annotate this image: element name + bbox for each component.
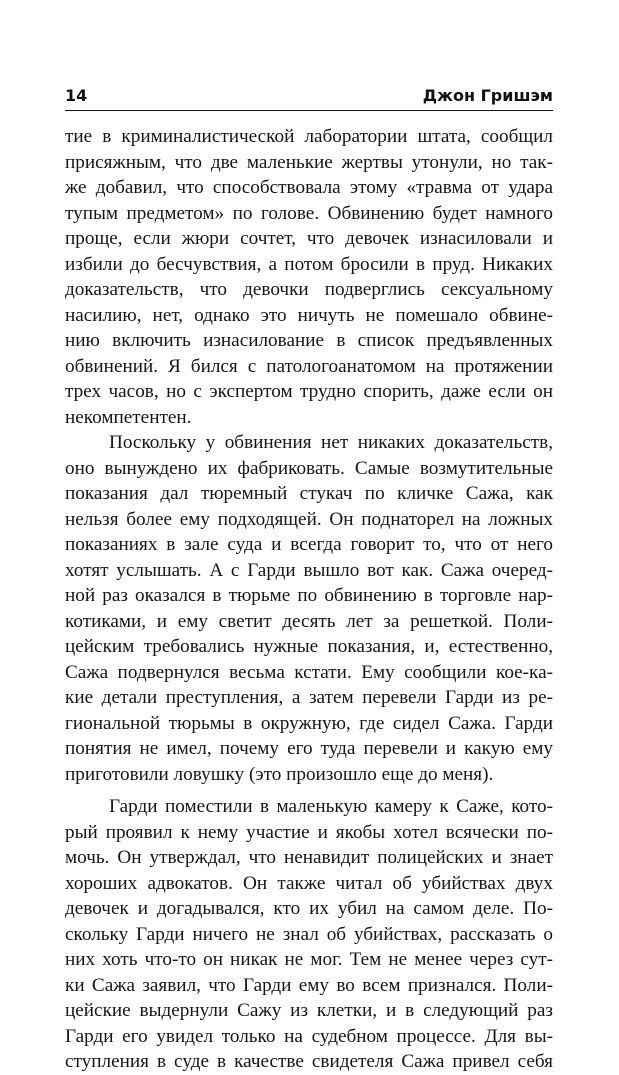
text-line: обвинений. Я бился с патологоанатомом на протяжении	[65, 355, 553, 377]
text-line: избили до бесчувствия, а потом бросили в пруд. Никаких	[65, 253, 553, 275]
text-line: кие детали преступления, а затем перевели Гарди из ре-	[65, 687, 553, 708]
text-line: ступления в суде в качестве свидетеля Сажа привел себя	[65, 1051, 553, 1072]
text-line: некомпетентен.	[65, 406, 192, 428]
text-line: присяжным, что две маленькие жертвы утонули, но так-	[65, 151, 553, 173]
body-text	[65, 124, 553, 1075]
running-head-author: Джон Гришэм	[422, 86, 553, 105]
text-line: Гарди его увидел только на судебном процессе. Для вы-	[65, 1025, 553, 1047]
text-line: нию включить изнасилование в список предъявленных	[65, 330, 553, 351]
text-line: хотят услышать. А с Гарди вышло вот как. Сажа очеред-	[65, 559, 553, 581]
text-line: оно вынуждено их фабриковать. Самые возмутительные	[65, 457, 553, 479]
paragraph	[65, 124, 553, 430]
text-line: Поскольку у обвинения нет никаких доказательств,	[109, 432, 553, 453]
text-line: показаниях в зале суда и всегда говорит то, что от него	[65, 534, 553, 555]
text-line: трех часов, но с экспертом трудно спорить, даже если он	[65, 381, 553, 402]
text-line: показания дал тюремный стукач по кличке Сажа, как	[65, 483, 553, 504]
text-line: Гарди поместили в маленькую камеру к Саже, кото-	[109, 796, 553, 817]
text-line: тие в криминалистической лаборатории штата, сообщил	[65, 126, 553, 147]
text-line: нельзя более ему подходящей. Он поднаторел на ложных	[65, 508, 553, 530]
text-line: девочек и догадывался, кто их убил на самом деле. По-	[65, 898, 553, 919]
text-line: насилию, нет, однако это ничуть не помешало обвине-	[65, 304, 553, 326]
paragraph	[65, 794, 553, 1075]
text-line: скольку Гарди ничего не знал об убийствах, рассказать о	[65, 923, 553, 945]
text-line: цейские выдернули Сажу из клетки, и в следующий раз	[65, 1000, 553, 1021]
text-line: ки Сажа заявил, что Гарди ему во всем признался. Поли-	[65, 974, 553, 996]
text-line: мочь. Он утверждал, что ненавидит полицейских и знает	[65, 847, 553, 868]
text-line: котиками, и ему светит десять лет за решеткой. Поли-	[65, 610, 553, 632]
text-line: проще, если жюри сочтет, что девочек изнасиловали и	[65, 228, 553, 249]
running-head	[65, 84, 553, 106]
text-line: же добавил, что способствовала этому «травма от удара	[65, 177, 553, 198]
header-rule	[65, 110, 553, 111]
text-line: ной раз оказался в тюрьме по обвинению в торговле нар-	[65, 585, 553, 606]
text-line: них хоть что-то он никак не мог. Тем не менее через сут-	[65, 949, 553, 970]
text-line: хороших адвокатов. Он также читал об убийствах двух	[65, 872, 553, 894]
text-line: гиональной тюрьмы в окружную, где сидел Сажа. Гарди	[65, 712, 553, 734]
text-line: понятия не имел, почему его туда перевели и какую ему	[65, 738, 553, 759]
paragraph	[65, 430, 553, 787]
text-line: рый проявил к нему участие и якобы хотел всячески по-	[65, 821, 553, 843]
page-number: 14	[65, 86, 88, 105]
paragraph-gap	[65, 787, 553, 794]
text-line: доказательств, что девочки подверглись сексуальному	[65, 279, 553, 300]
text-line: Сажа подвернулся весьма кстати. Ему сообщили кое-ка-	[65, 661, 553, 683]
text-line: цейским требовались нужные показания, и, естественно,	[65, 636, 553, 657]
text-line: тупым предметом» по голове. Обвинению будет намного	[65, 202, 553, 224]
text-line: приготовили ловушку (это произошло еще до меня).	[65, 763, 494, 785]
